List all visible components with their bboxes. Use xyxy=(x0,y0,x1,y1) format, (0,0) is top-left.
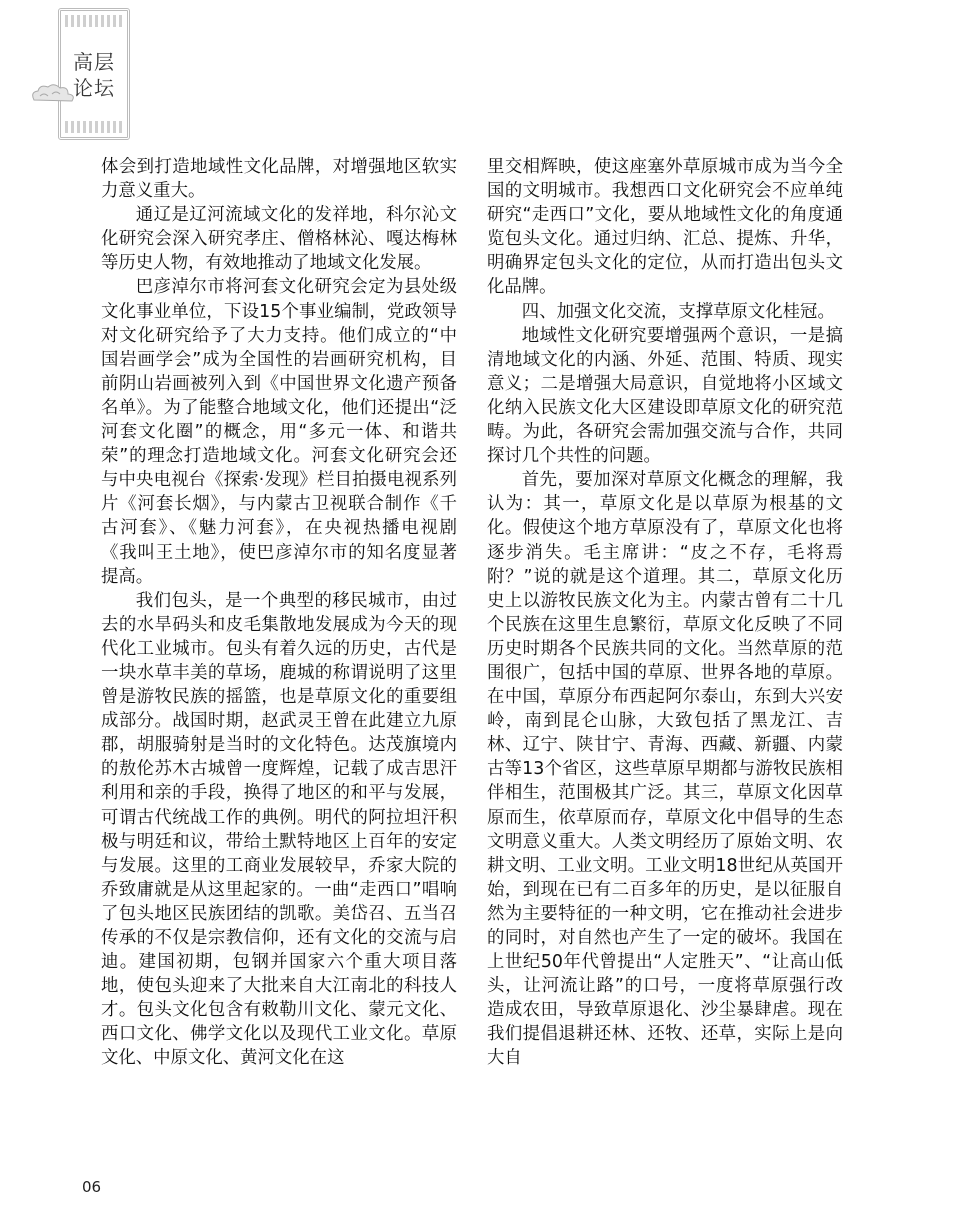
section-title-line-1: 高层 xyxy=(73,50,115,74)
paragraph: 我们包头，是一个典型的移民城市，由过去的水旱码头和皮毛集散地发展成为今天的现代化工业城市。包头有着久远的历史，古代是一块水草丰美的草场，鹿城的称谓说明了这里曾是游牧民族的摇篮，也是草原文化的重要组成部分。战国时期，赵武灵王曾在此建立九原郡，胡服骑射是当时的文化特色。达茂旗境内的敖伦苏木古城曾一度辉煌，记载了成吉思汗利用和亲的手段，换得了地区的和平与发展，可谓古代统战工作的典例。明代的阿拉坦汗积极与明廷和议，带给土默特地区上百年的安定与发展。这里的工商业发展较早，乔家大院的乔致庸就是从这里起家的。一曲“走西口”唱响了包头地区民族团结的凯歌。美岱召、五当召传承的不仅是宗教信仰，还有文化的交流与启迪。建国初期，包钢并国家六个重大项目落地，使包头迎来了大批来自大江南北的科技人才。包头文化包含有敕勒川文化、蒙元文化、西口文化、佛学文化以及现代工业文化。草原文化、中原文化、黄河文化在这 xyxy=(101,590,457,1069)
badge-border-pattern xyxy=(65,15,123,27)
paragraph: 里交相辉映，使这座塞外草原城市成为当今全国的文明城市。我想西口文化研究会不应单纯研究“走西口”文化，要从地域性文化的角度通览包头文化。通过归纳、汇总、提炼、升华，明确界定包头文化的定位，从而打造出包头文化品牌。 xyxy=(487,157,843,298)
badge-border-pattern xyxy=(65,121,123,133)
section-heading: 四、加强文化交流，支撑草原文化桂冠。 xyxy=(521,301,835,322)
paragraph: 巴彦淖尔市将河套文化研究会定为县处级文化事业单位，下设15个事业编制，党政领导对文化研究给予了大力支持。他们成立的“中国岩画学会”成为全国性的岩画研究机构，目前阴山岩画被列入到《中国世界文化遗产预备名单》。为了能整合地域文化，他们还提出“泛河套文化圈”的概念，用“多元一体、和谐共荣”的理念打造地域文化。河套文化研究会还与中央电视台《探索·发现》栏目拍摄电视系列片《河套长烟》，与内蒙古卫视联合制作《千古河套》、《魅力河套》，在央视热播电视剧《我叫王土地》，使巴彦淖尔市的知名度显著提高。 xyxy=(101,277,457,587)
cloud-ornament-icon xyxy=(30,82,76,106)
section-title-line-2: 论坛 xyxy=(73,76,115,100)
paragraph: 通辽是辽河流域文化的发祥地，科尔沁文化研究会深入研究孝庄、僧格林沁、嘎达梅林等历史人物，有效地推动了地域文化发展。 xyxy=(101,205,457,274)
paragraph: 地域性文化研究要增强两个意识，一是搞清地域文化的内涵、外延、范围、特质、现实意义；二是增强大局意识，自觉地将小区域文化纳入民族文化大区建设即草原文化的研究范畴。为此，各研究会需加强交流与合作，共同探讨几个共性的问题。 xyxy=(487,325,843,467)
paragraph: 首先，要加深对草原文化概念的理解，我认为：其一，草原文化是以草原为根基的文化。假使这个地方草原没有了，草原文化也将逐步消失。毛主席讲：“皮之不存，毛将焉附？”说的就是这个道理。其二，草原文化历史上以游牧民族文化为主。内蒙古曾有二十几个民族在这里生息繁衍，草原文化反映了不同历史时期各个民族共同的文化。当然草原的范围很广，包括中国的草原、世界各地的草原。在中国，草原分布西起阿尔泰山，东到大兴安岭，南到昆仑山脉，大致包括了黑龙江、吉林、辽宁、陕甘宁、青海、西藏、新疆、内蒙古等13个省区，这些草原早期都与游牧民族相伴相生，范围极其广泛。其三，草原文化因草原而生，依草原而存，草原文化中倡导的生态文明意义重大。人类文明经历了原始文明、农耕文明、工业文明。工业文明18世纪从英国开始，到现在已有二百多年的历史，是以征服自然为主要特征的一种文明，它在推动社会进步的同时，对自然也产生了一定的破坏。我国在上世纪50年代曾提出“人定胜天”、“让高山低头，让河流让路”的口号，一度将草原强行改造成农田，导致草原退化、沙尘暴肆虐。现在我们提倡退耕还林、还牧、还草，实际上是向大自 xyxy=(487,470,843,1069)
paragraph: 体会到打造地域性文化品牌，对增强地区软实力意义重大。 xyxy=(101,157,457,202)
section-badge xyxy=(58,8,130,140)
left-text-column xyxy=(101,155,457,1071)
page-number: 06 xyxy=(82,1178,102,1196)
right-text-column xyxy=(487,155,843,1071)
